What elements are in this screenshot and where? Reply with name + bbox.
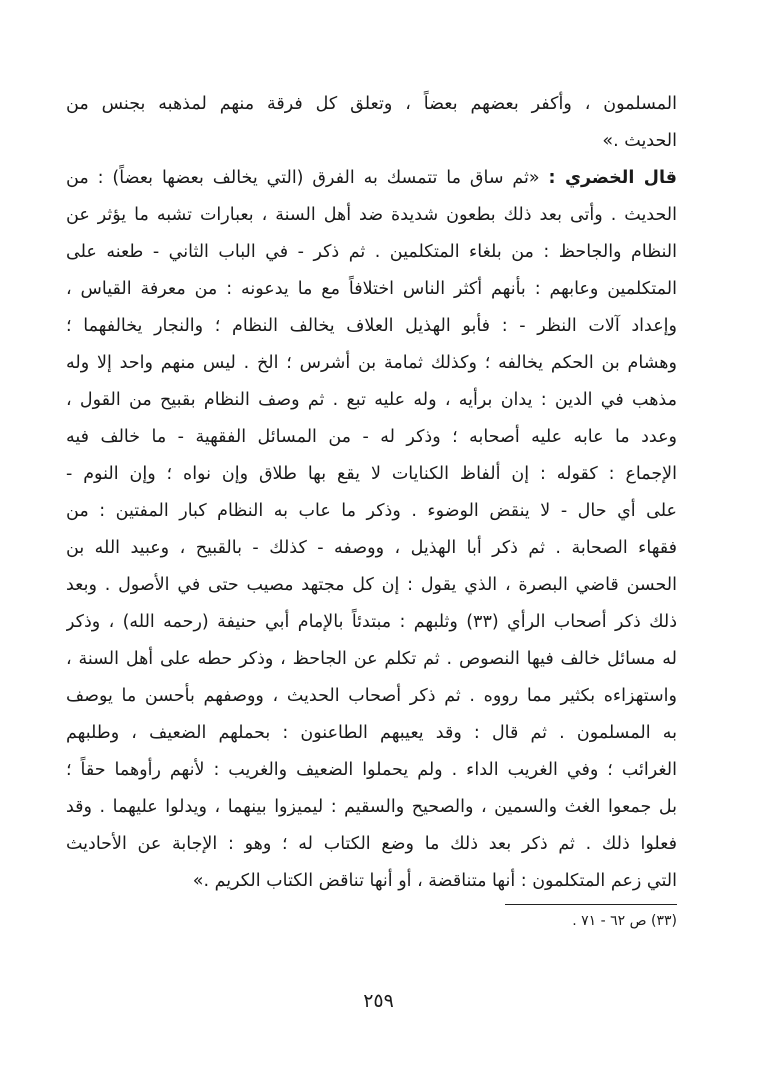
text-line: وعدد ما عابه عليه أصحابه ؛ وذكر له - من المسائل الفقهية - ما خالف فيه xyxy=(66,427,677,447)
text-line: الحديث .» xyxy=(602,131,677,151)
text-line: بل جمعوا الغث والسمين ، والصحيح والسقيم : ليميزوا بينهما ، ويدلوا عليهما . وقد xyxy=(66,797,677,817)
quote-start: «ثم ساق ما تتمسك به الفرق (التي يخالف بعضها بعضاً) : من xyxy=(66,168,540,188)
text-line: به المسلمون . ثم قال : وقد يعيبهم الطاعنون : بحملهم الضعيف ، وطلبهم xyxy=(66,723,677,743)
text-line: فعلوا ذلك . ثم ذكر بعد ذلك ما وضع الكتاب له ؛ وهو : الإجابة عن الأحاديث xyxy=(66,834,677,854)
text-line-with-speaker xyxy=(66,160,677,197)
speaker-label: قال الخضري : xyxy=(548,168,677,188)
text-line: له مسائل خالف فيها النصوص . ثم تكلم عن الجاحظ ، وذكر حطه على أهل السنة ، xyxy=(66,649,677,669)
text-line: الحسن قاضي البصرة ، الذي يقول : إن كل مجتهد مصيب حتى في الأصول . وبعد xyxy=(66,575,677,595)
text-line: التي زعم المتكلمون : أنها متناقضة ، أو أنها تناقض الكتاب الكريم .» xyxy=(192,871,677,891)
text-line: على أي حال - لا ينقض الوضوء . وذكر ما عاب به النظام كبار المفتين : من xyxy=(66,501,677,521)
text-line: الغرائب ؛ وفي الغريب الداء . ولم يحملوا الضعيف والغريب : لأنهم رأوهما حقاً ؛ xyxy=(66,760,677,780)
text-line: وهشام بن الحكم يخالفه ؛ وكذلك ثمامة بن أشرس ؛ الخ . ليس منهم واحد إلا وله xyxy=(66,353,677,373)
main-text xyxy=(66,86,677,900)
text-line: واستهزاءه بكثير مما رووه . ثم ذكر أصحاب الحديث ، ووصفهم بأحسن ما يوصف xyxy=(66,686,677,706)
text-line: المتكلمين وعابهم : بأنهم أكثر الناس اختلافاً مع ما يدعونه : من معرفة القياس ، xyxy=(66,279,677,299)
text-line: الإجماع : كقوله : إن ألفاظ الكنايات لا يقع بها طلاق وإن نواه ؛ وإن النوم - xyxy=(66,464,677,484)
page-number: ٢٥٩ xyxy=(363,990,394,1012)
footnote: (٣٣) ص ٦٢ - ٧١ . xyxy=(572,913,677,929)
text-line: وإعداد آلات النظر - : فأبو الهذيل العلاف يخالف النظام ؛ والنجار يخالفهما ؛ xyxy=(66,316,677,336)
text-line: المسلمون ، وأكفر بعضهم بعضاً ، وتعلق كل فرقة منهم لمذهبه بجنس من xyxy=(66,94,677,114)
text-line: فقهاء الصحابة . ثم ذكر أبا الهذيل ، ووصفه - كذلك - بالقبيح ، وعبيد الله بن xyxy=(66,538,677,558)
footnote-divider xyxy=(505,904,677,905)
text-line: النظام والجاحظ : من بلغاء المتكلمين . ثم ذكر - في الباب الثاني - طعنه على xyxy=(66,242,677,262)
text-line: ذلك ذكر أصحاب الرأي (٣٣) وثلبهم : مبتدئاً بالإمام أبي حنيفة (رحمه الله) ، وذكر xyxy=(66,612,677,632)
text-line: الحديث . وأتى بعد ذلك بطعون شديدة ضد أهل السنة ، بعبارات تشبه ما يؤثر عن xyxy=(66,205,677,225)
text-line: مذهب في الدين : يدان برأيه ، وله عليه تبع . ثم وصف النظام بقبيح من القول ، xyxy=(66,390,677,410)
